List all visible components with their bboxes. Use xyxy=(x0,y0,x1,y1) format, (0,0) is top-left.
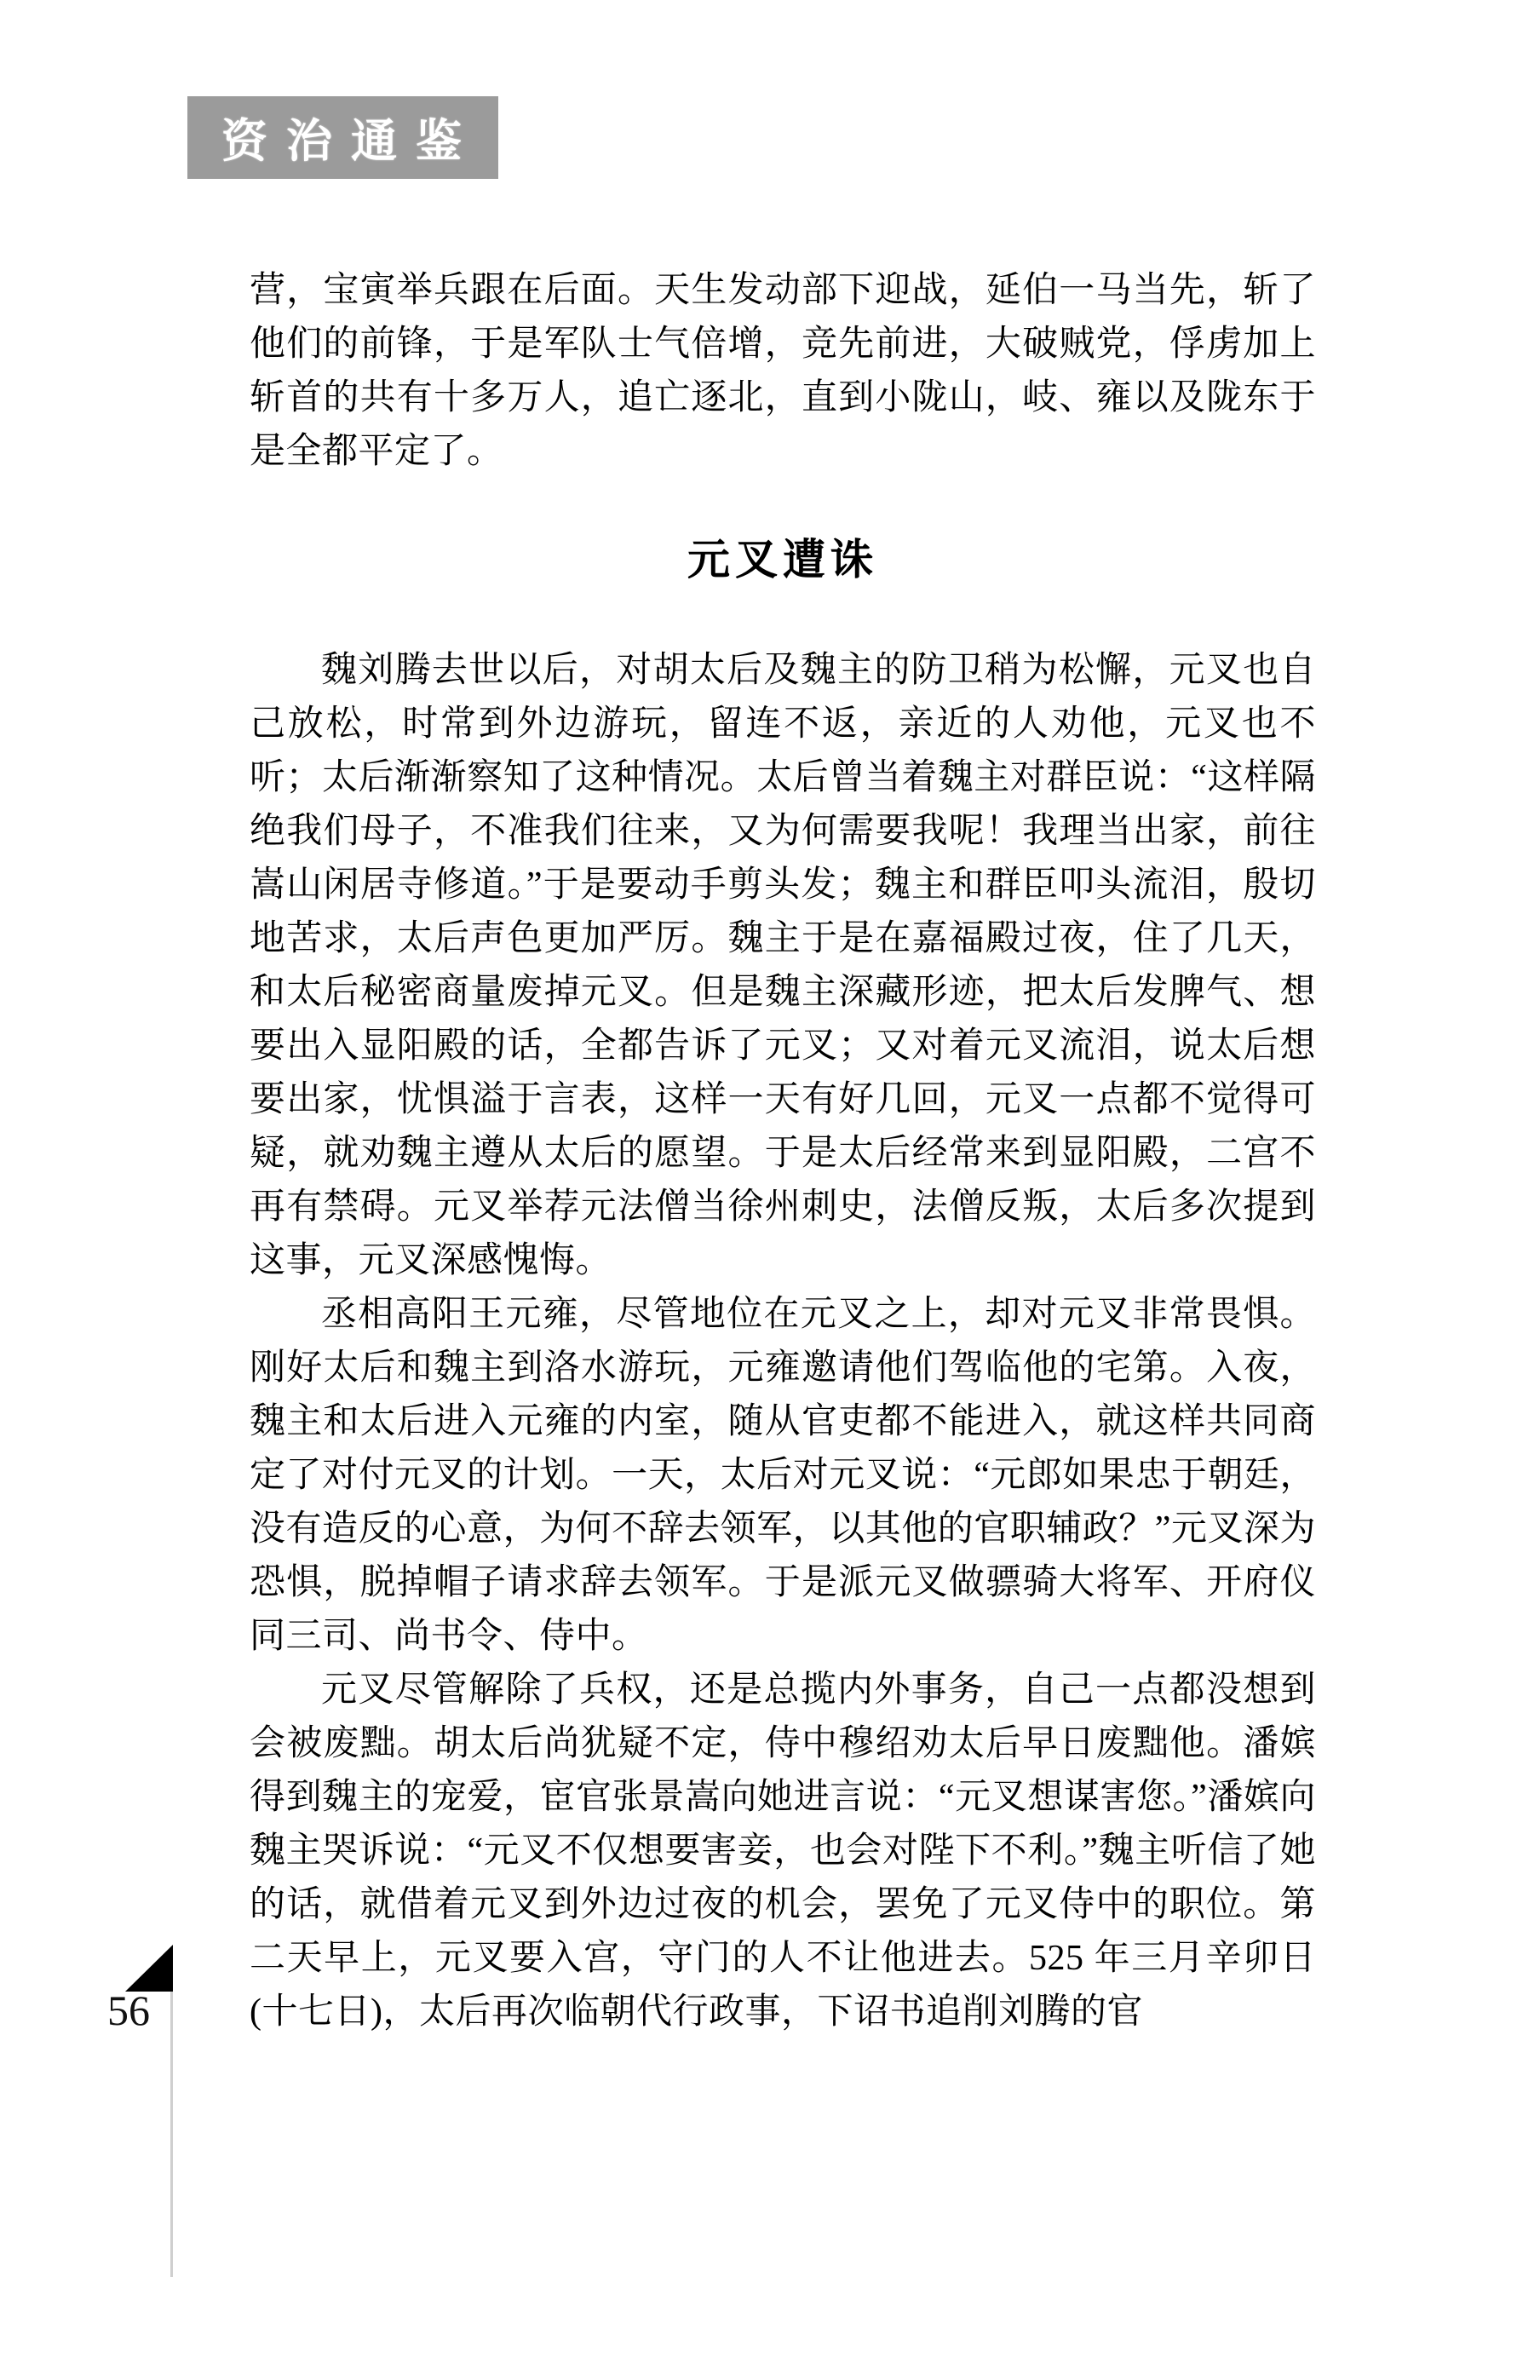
triangle-marker-icon xyxy=(125,1945,173,1992)
body-paragraph-2: 丞相高阳王元雍，尽管地位在元叉之上，却对元叉非常畏惧。刚好太后和魏主到洛水游玩，元雍邀请他们驾临他的宅第。入夜，魏主和太后进入元雍的内室，随从官吏都不能进入，就这样共同商定了对付元叉的计划。一天，太后对元叉说：“元郎如果忠于朝廷，没有造反的心意，为何不辞去领军，以其他的官职辅政？”元叉深为恐惧，脱掉帽子请求辞去领军。于是派元叉做骠骑大将军、开府仪同三司、尚书令、侍中。 xyxy=(250,1295,1316,1656)
margin-vertical-rule xyxy=(170,1992,173,2277)
book-logo xyxy=(187,96,498,179)
page-text-column xyxy=(250,264,1316,2039)
book-logo-text: 资治通鉴 xyxy=(221,114,480,168)
page-number: 56 xyxy=(107,1986,150,2034)
continuation-paragraph: 营，宝寅举兵跟在后面。天生发动部下迎战，延伯一马当先，斩了他们的前锋，于是军队士气倍增，竞先前进，大破贼党，俘虏加上斩首的共有十多万人，追亡逐北，直到小陇山，岐、雍以及陇东于是全都平定了。 xyxy=(250,271,1316,471)
body-paragraph-1: 魏刘腾去世以后，对胡太后及魏主的防卫稍为松懈，元叉也自己放松，时常到外边游玩，留连不返，亲近的人劝他，元叉也不听；太后渐渐察知了这种情况。太后曾当着魏主对群臣说：“这样隔绝我们母子，不准我们往来，又为何需要我呢！我理当出家，前往嵩山闲居寺修道。”于是要动手剪头发；魏主和群臣叩头流泪，殷切地苦求，太后声色更加严厉。魏主于是在嘉福殿过夜，住了几天，和太后秘密商量废掉元叉。但是魏主深藏形迹，把太后发脾气、想要出入显阳殿的话，全都告诉了元叉；又对着元叉流泪，说太后想要出家，忧惧溢于言表，这样一天有好几回，元叉一点都不觉得可疑，就劝魏主遵从太后的愿望。于是太后经常来到显阳殿，二宫不再有禁碍。元叉举荐元法僧当徐州刺史，法僧反叛，太后多次提到这事，元叉深感愧悔。 xyxy=(250,651,1316,1280)
section-title: 元叉遭诛 xyxy=(687,536,878,584)
body-paragraph-3: 元叉尽管解除了兵权，还是总揽内外事务，自己一点都没想到会被废黜。胡太后尚犹疑不定，侍中穆绍劝太后早日废黜他。潘嫔得到魏主的宠爱，宦官张景嵩向她进言说：“元叉想谋害您。”潘嫔向魏主哭诉说：“元叉不仅想要害妾，也会对陛下不利。”魏主听信了她的话，就借着元叉到外边过夜的机会，罢免了元叉侍中的职位。第二天早上，元叉要入宫，守门的人不让他进去。525 年三月辛卯日 (十七日)，太后再次临朝代行政事，下诏书追削刘腾的官 xyxy=(250,1670,1316,2032)
